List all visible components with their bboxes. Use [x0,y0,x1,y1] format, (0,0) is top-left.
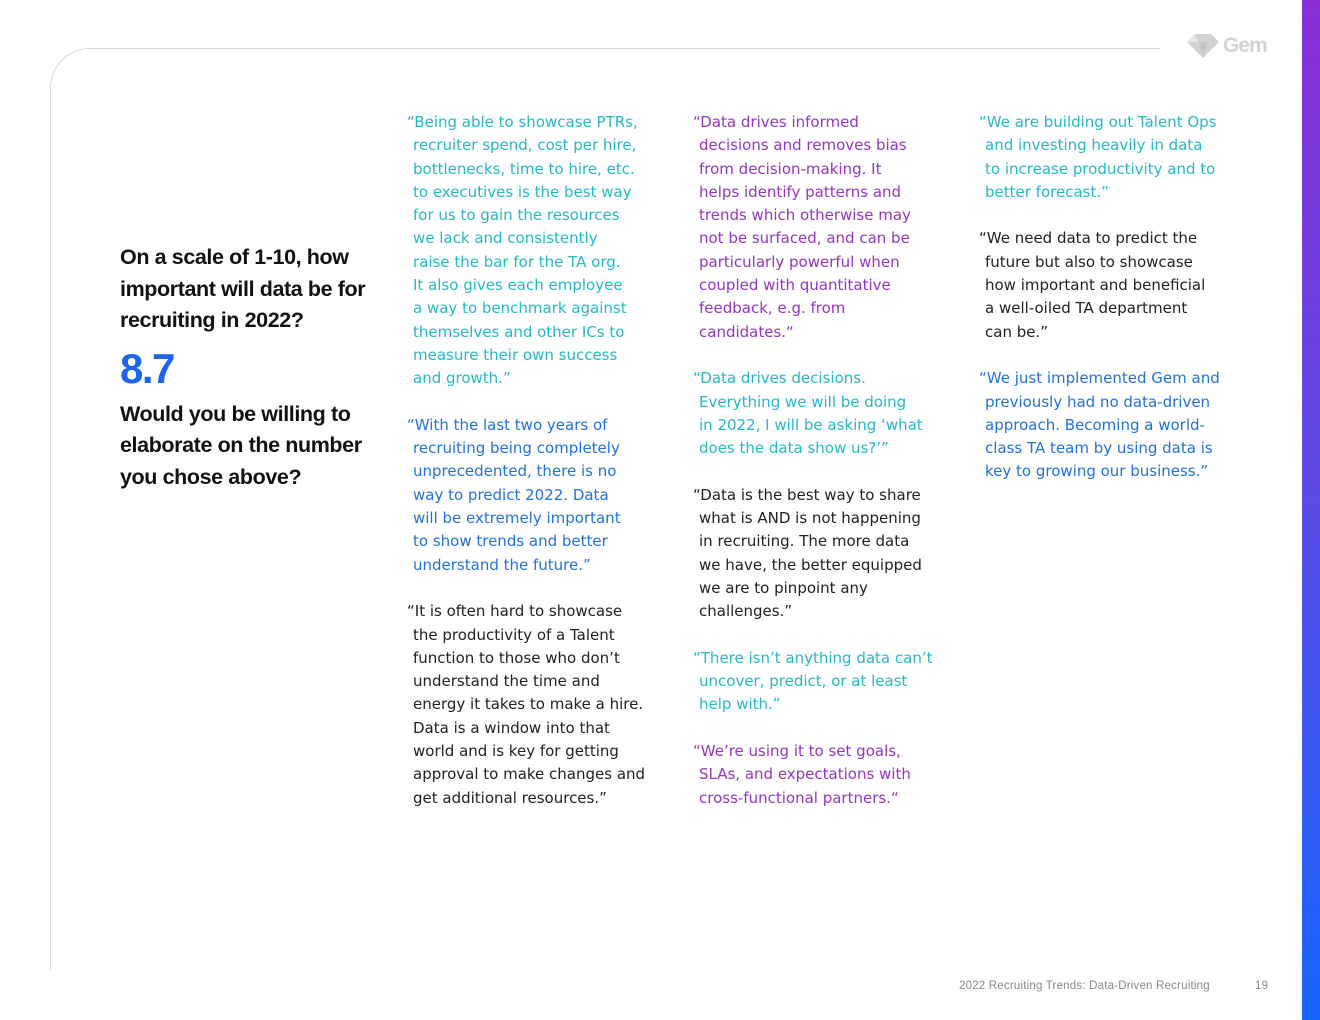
question-elaborate: Would you be willing to elaborate on the number you chose above? [120,401,362,489]
gem-icon [1186,33,1220,59]
gem-logo [1186,33,1267,59]
quote: “There isn’t anything data can’t uncover, predict, or at least help with.” [693,648,933,714]
quote-column-1 [407,111,667,833]
quote: “With the last two years of recruiting being completely unprecedented, there is no way to predict 2022. Data will be extremely important to show trends and better understand the future.” [407,415,621,574]
gradient-side-bar [1302,0,1320,1020]
survey-question-block [120,242,370,494]
quote: “We just implemented Gem and previously had no data-driven approach. Becoming a world- class TA team by using data is key to growing our business.” [979,369,1220,481]
quote: “We’re using it to set goals, SLAs, and expectations with cross-functional partners.“ [693,742,911,807]
quote: “We need data to predict the future but also to showcase how important and beneficial a well-oiled TA department can be.” [979,229,1206,341]
quote-column-2 [693,111,955,833]
average-score: 8.7 [120,344,174,392]
quote: “Data is the best way to share what is AND is not happening in recruiting. The more data we have, the better equipped we are to pinpoint any challenges.” [693,485,922,621]
footer-title: 2022 Recruiting Trends: Data-Driven Recruiting [959,980,1210,992]
quote: “Being able to showcase PTRs, recruiter spend, cost per hire, bottlenecks, time to hire, etc. to executives is the best way for us to gain the resources we lack and consistently raise the bar for the TA org. It also gives each employee a way to benchmark against themselves and other ICs to measure their own success and growth.” [407,113,638,388]
quote: “It is often hard to showcase the productivity of a Talent function to those who don’t understand the time and energy it takes to make a hire. Data is a window into that world and is key for getting approval to make changes and get additional resources.” [407,602,646,807]
quote: “We are building out Talent Ops and investing heavily in data to increase productivity and to better forecast.” [979,113,1217,201]
logo-text: Gem [1223,34,1267,57]
quote: “Data drives informed decisions and removes bias from decision-making. It helps identify patterns and trends which otherwise may not be surfaced, and can be particularly powerful when coupled with quantitative feedback, e.g. from candidates.“ [693,113,911,341]
quote-column-3 [979,111,1249,507]
question-importance: On a scale of 1-10, how important will data be for recruiting in 2022? [120,245,366,333]
quote: “Data drives decisions. Everything we will be doing in 2022, I will be asking ‘what does the data show us?’” [693,369,923,458]
page-number: 19 [1255,980,1269,992]
